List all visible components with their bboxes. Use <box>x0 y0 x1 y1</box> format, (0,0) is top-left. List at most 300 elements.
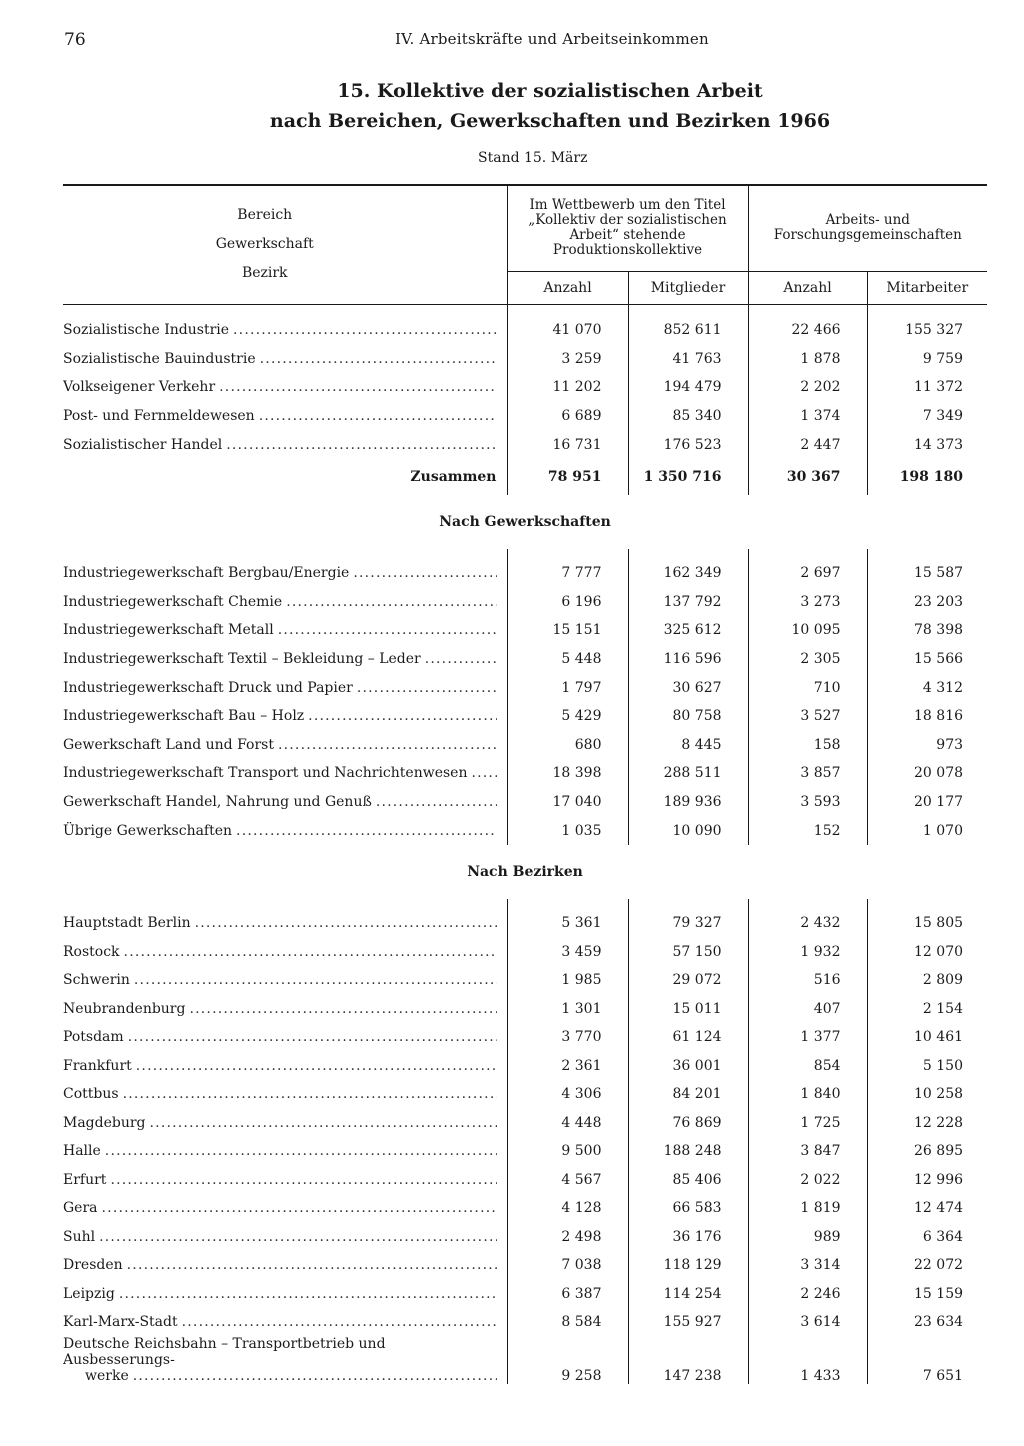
row-label-text: Potsdam <box>63 1029 124 1046</box>
row-label-line <box>63 737 497 753</box>
cell-anzahl: 4 306 <box>507 1080 628 1109</box>
row-label-text: Sozialistischer Handel <box>63 436 223 453</box>
row-label-line <box>63 1029 497 1045</box>
row-label-text: Schwerin <box>63 972 130 989</box>
row-label <box>63 645 507 674</box>
table-row <box>63 1222 987 1251</box>
row-label-text: Neubrandenburg <box>63 1000 186 1017</box>
row-label <box>63 1023 507 1052</box>
table-row <box>63 1279 987 1308</box>
cell-anzahl: 5 429 <box>507 702 628 731</box>
cell-anzahl-ag: 22 466 <box>748 316 867 345</box>
leader-dots <box>150 1115 497 1131</box>
cell-mitarbeiter: 18 816 <box>867 702 987 731</box>
row-label-text: Industriegewerkschaft Druck und Papier <box>63 679 353 696</box>
cell-mitglieder: 118 129 <box>628 1251 748 1280</box>
row-label <box>63 1222 507 1251</box>
cell-anzahl-ag: 3 857 <box>748 759 867 788</box>
cell-anzahl: 6 387 <box>507 1279 628 1308</box>
cell-anzahl: 1 985 <box>507 966 628 995</box>
table-row <box>63 1194 987 1223</box>
cell-mitarbeiter: 7 651 <box>867 1336 987 1384</box>
cell-mitarbeiter: 15 805 <box>867 909 987 938</box>
leader-dots <box>425 651 497 667</box>
stub-header-bereich: Bereich <box>237 207 293 224</box>
row-label <box>63 702 507 731</box>
row-label-text: Übrige Gewerkschaften <box>63 822 233 839</box>
spacer-cell <box>628 304 748 316</box>
cell-mitglieder: 162 349 <box>628 559 748 588</box>
cell-anzahl-ag: 1 840 <box>748 1080 867 1109</box>
leader-dots <box>124 944 497 960</box>
leader-dots <box>182 1314 497 1330</box>
row-label-text: Suhl <box>63 1228 96 1245</box>
cell-mitarbeiter: 4 312 <box>867 673 987 702</box>
col-header-mitarbeiter: Mitarbeiter <box>867 271 987 304</box>
cell-mitglieder: 80 758 <box>628 702 748 731</box>
cell-mitarbeiter: 12 228 <box>867 1108 987 1137</box>
cell-mitglieder: 30 627 <box>628 673 748 702</box>
leader-dots <box>105 1143 497 1159</box>
cell-anzahl-ag: 2 697 <box>748 559 867 588</box>
row-label <box>63 316 507 345</box>
cell-mitglieder: 176 523 <box>628 430 748 459</box>
row-label-text: Post- und Fernmeldewesen <box>63 408 255 425</box>
table-row <box>63 345 987 374</box>
row-label <box>63 373 507 402</box>
cell-anzahl: 9 258 <box>507 1336 628 1384</box>
row-label-line <box>63 794 497 810</box>
row-label-text: Sozialistische Bauindustrie <box>63 350 256 367</box>
cell-mitarbeiter: 6 364 <box>867 1222 987 1251</box>
table-row <box>63 1108 987 1137</box>
statistics-table <box>63 184 987 1384</box>
row-label-text: Magdeburg <box>63 1114 146 1131</box>
cell-anzahl: 11 202 <box>507 373 628 402</box>
leader-dots <box>123 1086 497 1102</box>
row-label <box>63 966 507 995</box>
row-label <box>63 1336 507 1384</box>
row-label <box>63 1137 507 1166</box>
cell-anzahl-ag: 158 <box>748 731 867 760</box>
cell-anzahl: 9 500 <box>507 1137 628 1166</box>
cell-mitglieder: 288 511 <box>628 759 748 788</box>
total-cell: 1 350 716 <box>628 459 748 495</box>
cell-mitglieder: 85 340 <box>628 402 748 431</box>
cell-mitarbeiter: 78 398 <box>867 616 987 645</box>
leader-dots <box>353 565 496 581</box>
leader-dots <box>110 1172 496 1188</box>
cell-anzahl: 1 035 <box>507 816 628 845</box>
total-row <box>63 459 987 495</box>
section-bezirke-heading: Nach Bezirken <box>467 863 583 880</box>
section-bezirke <box>63 845 987 899</box>
cell-anzahl: 3 459 <box>507 937 628 966</box>
row-label-line <box>63 651 497 667</box>
cell-mitglieder: 189 936 <box>628 788 748 817</box>
cell-anzahl: 3 770 <box>507 1023 628 1052</box>
spacer-cell <box>507 549 628 559</box>
table-row <box>63 588 987 617</box>
cell-mitglieder: 29 072 <box>628 966 748 995</box>
row-label <box>63 909 507 938</box>
table-row <box>63 909 987 938</box>
cell-anzahl: 16 731 <box>507 430 628 459</box>
reference-date: Stand 15. März <box>478 150 588 166</box>
cell-mitglieder: 36 001 <box>628 1051 748 1080</box>
row-label <box>63 345 507 374</box>
cell-mitglieder: 15 011 <box>628 994 748 1023</box>
section-gewerkschaften-heading: Nach Gewerkschaften <box>439 513 611 530</box>
leader-dots <box>233 322 496 338</box>
cell-anzahl: 15 151 <box>507 616 628 645</box>
table-row <box>63 1165 987 1194</box>
cell-mitglieder: 194 479 <box>628 373 748 402</box>
row-label-text: Dresden <box>63 1257 123 1274</box>
group-header-forschungsgemeinschaften-text: Arbeits- und Forschungsgemeinschaften <box>773 212 962 244</box>
cell-mitarbeiter: 973 <box>867 731 987 760</box>
leader-dots <box>119 1286 497 1302</box>
spacer-cell <box>628 899 748 909</box>
table-row <box>63 430 987 459</box>
row-label-line <box>63 1115 497 1131</box>
cell-anzahl: 4 448 <box>507 1108 628 1137</box>
page-number: 76 <box>64 30 86 50</box>
row-label-line <box>63 351 497 367</box>
cell-mitarbeiter: 7 349 <box>867 402 987 431</box>
row-label-line <box>63 823 497 839</box>
cell-anzahl: 1 797 <box>507 673 628 702</box>
row-label <box>63 1051 507 1080</box>
cell-anzahl: 17 040 <box>507 788 628 817</box>
row-label <box>63 1080 507 1109</box>
table-row <box>63 816 987 845</box>
row-label <box>63 616 507 645</box>
row-label <box>63 994 507 1023</box>
leader-dots <box>236 823 496 839</box>
group-header-produktionskollektive <box>507 185 748 271</box>
table-row <box>63 1051 987 1080</box>
row-label-line <box>63 1001 497 1017</box>
row-label-text: Halle <box>63 1143 101 1160</box>
total-cell: 198 180 <box>867 459 987 495</box>
row-label-line <box>63 1257 497 1273</box>
group-header-forschungsgemeinschaften <box>748 185 987 271</box>
cell-mitglieder: 325 612 <box>628 616 748 645</box>
cell-anzahl-ag: 3 273 <box>748 588 867 617</box>
leader-dots <box>286 594 496 610</box>
table-row-reichsbahn <box>63 1336 987 1384</box>
row-label <box>63 1279 507 1308</box>
row-label-text: Gewerkschaft Handel, Nahrung und Genuß <box>63 794 372 811</box>
row-label-text: Volkseigener Verkehr <box>63 379 216 396</box>
cell-mitglieder: 852 611 <box>628 316 748 345</box>
cell-anzahl-ag: 1 932 <box>748 937 867 966</box>
leader-dots <box>127 1257 497 1273</box>
row-label-text: Karl-Marx-Stadt <box>63 1314 178 1331</box>
row-label-line <box>63 379 497 395</box>
cell-anzahl: 6 196 <box>507 588 628 617</box>
leader-dots <box>136 1058 497 1074</box>
cell-anzahl-ag: 2 022 <box>748 1165 867 1194</box>
row-label-text: Gewerkschaft Land und Forst <box>63 736 274 753</box>
table-row <box>63 402 987 431</box>
spacer-cell <box>63 304 507 316</box>
stub-header-bezirk: Bezirk <box>241 265 288 282</box>
cell-anzahl-ag: 3 847 <box>748 1137 867 1166</box>
col-header-mitglieder: Mitglieder <box>628 271 748 304</box>
spacer-cell <box>63 549 507 559</box>
spacer-cell <box>867 899 987 909</box>
cell-mitarbeiter: 20 177 <box>867 788 987 817</box>
row-label-text: werke <box>85 1368 129 1385</box>
leader-dots <box>260 351 497 367</box>
cell-mitglieder: 137 792 <box>628 588 748 617</box>
row-label-line <box>63 1200 497 1216</box>
cell-mitglieder: 66 583 <box>628 1194 748 1223</box>
cell-anzahl: 8 584 <box>507 1308 628 1337</box>
cell-mitglieder: 57 150 <box>628 937 748 966</box>
table-row <box>63 1023 987 1052</box>
cell-anzahl-ag: 1 819 <box>748 1194 867 1223</box>
row-label-line <box>63 1086 497 1102</box>
leader-dots <box>376 794 497 810</box>
cell-mitarbeiter: 15 587 <box>867 559 987 588</box>
cell-mitarbeiter: 14 373 <box>867 430 987 459</box>
leader-dots <box>259 408 497 424</box>
table-title-line1: 15. Kollektive der sozialistischen Arbeit <box>337 80 763 102</box>
cell-anzahl: 3 259 <box>507 345 628 374</box>
cell-mitarbeiter: 26 895 <box>867 1137 987 1166</box>
cell-anzahl-ag: 3 593 <box>748 788 867 817</box>
cell-mitglieder: 84 201 <box>628 1080 748 1109</box>
cell-mitglieder: 61 124 <box>628 1023 748 1052</box>
cell-anzahl-ag: 2 202 <box>748 373 867 402</box>
row-label-text: Industriegewerkschaft Bergbau/Energie <box>63 565 350 582</box>
stub-header <box>63 185 507 304</box>
cell-mitarbeiter: 12 996 <box>867 1165 987 1194</box>
cell-anzahl-ag: 1 433 <box>748 1336 867 1384</box>
row-label-text: Industriegewerkschaft Transport und Nachrichtenwesen <box>63 765 468 782</box>
cell-anzahl-ag: 3 527 <box>748 702 867 731</box>
cell-anzahl-ag: 1 878 <box>748 345 867 374</box>
table-row <box>63 616 987 645</box>
spacer-cell <box>748 549 867 559</box>
table-row <box>63 1251 987 1280</box>
cell-anzahl-ag: 2 246 <box>748 1279 867 1308</box>
cell-mitarbeiter: 23 203 <box>867 588 987 617</box>
row-label-line <box>63 1172 497 1188</box>
cell-mitarbeiter: 5 150 <box>867 1051 987 1080</box>
cell-mitglieder: 188 248 <box>628 1137 748 1166</box>
leader-dots <box>471 765 496 781</box>
cell-mitglieder: 76 869 <box>628 1108 748 1137</box>
leader-dots <box>357 680 497 696</box>
row-label-text: Industriegewerkschaft Bau – Holz <box>63 708 305 725</box>
cell-mitglieder: 8 445 <box>628 731 748 760</box>
row-label-line <box>63 944 497 960</box>
row-label-line <box>63 1229 497 1245</box>
cell-anzahl-ag: 10 095 <box>748 616 867 645</box>
spacer-cell <box>748 304 867 316</box>
cell-mitglieder: 10 090 <box>628 816 748 845</box>
cell-anzahl-ag: 407 <box>748 994 867 1023</box>
row-label-text: Gera <box>63 1200 98 1217</box>
row-label-text: Industriegewerkschaft Textil – Bekleidung – Leder <box>63 651 421 668</box>
cell-anzahl: 18 398 <box>507 759 628 788</box>
cell-anzahl-ag: 1 374 <box>748 402 867 431</box>
leader-dots <box>134 972 497 988</box>
cell-mitarbeiter: 2 809 <box>867 966 987 995</box>
row-label-text: Sozialistische Industrie <box>63 322 230 339</box>
row-label <box>63 1108 507 1137</box>
leader-dots <box>195 915 497 931</box>
leader-dots <box>99 1229 496 1245</box>
total-cell: 78 951 <box>507 459 628 495</box>
section-gewerkschaften <box>63 495 987 549</box>
table-row <box>63 1137 987 1166</box>
row-label-line <box>63 565 497 581</box>
leader-dots <box>226 437 496 453</box>
cell-mitglieder: 79 327 <box>628 909 748 938</box>
row-label <box>63 816 507 845</box>
table-row <box>63 316 987 345</box>
row-label-text: Rostock <box>63 943 120 960</box>
spacer-top <box>63 304 987 316</box>
row-label-line <box>63 594 497 610</box>
table-row <box>63 702 987 731</box>
cell-mitarbeiter: 15 566 <box>867 645 987 674</box>
cell-mitglieder: 41 763 <box>628 345 748 374</box>
row-label-line <box>63 1058 497 1074</box>
table-row <box>63 559 987 588</box>
cell-anzahl-ag: 1 377 <box>748 1023 867 1052</box>
cell-anzahl: 4 128 <box>507 1194 628 1223</box>
table-row <box>63 1308 987 1337</box>
leader-dots <box>133 1368 497 1384</box>
cell-mitarbeiter: 10 461 <box>867 1023 987 1052</box>
spacer-row <box>63 549 987 559</box>
cell-anzahl-ag: 2 305 <box>748 645 867 674</box>
table-row <box>63 759 987 788</box>
cell-anzahl-ag: 854 <box>748 1051 867 1080</box>
row-label-line <box>63 1286 497 1302</box>
cell-mitglieder: 36 176 <box>628 1222 748 1251</box>
leader-dots <box>128 1029 497 1045</box>
cell-mitarbeiter: 15 159 <box>867 1279 987 1308</box>
row-label <box>63 1165 507 1194</box>
row-label <box>63 937 507 966</box>
cell-anzahl-ag: 989 <box>748 1222 867 1251</box>
cell-mitarbeiter: 11 372 <box>867 373 987 402</box>
row-label-line <box>63 322 497 338</box>
spacer-cell <box>867 549 987 559</box>
leader-dots <box>278 622 497 638</box>
cell-mitarbeiter: 12 474 <box>867 1194 987 1223</box>
row-label-text: Hauptstadt Berlin <box>63 915 191 932</box>
table-row <box>63 937 987 966</box>
leader-dots <box>102 1200 497 1216</box>
table-row <box>63 373 987 402</box>
row-label-text: Leipzig <box>63 1285 115 1302</box>
row-label-line <box>63 1143 497 1159</box>
row-label <box>63 430 507 459</box>
spacer-cell <box>748 899 867 909</box>
leader-dots <box>189 1001 496 1017</box>
cell-anzahl: 680 <box>507 731 628 760</box>
row-label-line <box>63 680 497 696</box>
cell-mitglieder: 116 596 <box>628 645 748 674</box>
row-label <box>63 559 507 588</box>
cell-mitarbeiter: 2 154 <box>867 994 987 1023</box>
row-label-line <box>63 622 497 638</box>
cell-anzahl: 7 038 <box>507 1251 628 1280</box>
running-title: IV. Arbeitskräfte und Arbeitseinkommen <box>395 30 709 48</box>
cell-anzahl-ag: 3 614 <box>748 1308 867 1337</box>
leader-dots <box>308 708 496 724</box>
cell-mitarbeiter: 20 078 <box>867 759 987 788</box>
cell-mitarbeiter: 155 327 <box>867 316 987 345</box>
spacer-row <box>63 899 987 909</box>
cell-mitglieder: 85 406 <box>628 1165 748 1194</box>
cell-mitarbeiter: 9 759 <box>867 345 987 374</box>
cell-anzahl-ag: 3 314 <box>748 1251 867 1280</box>
cell-anzahl: 2 361 <box>507 1051 628 1080</box>
cell-mitglieder: 114 254 <box>628 1279 748 1308</box>
cell-anzahl: 41 070 <box>507 316 628 345</box>
spacer-cell <box>507 304 628 316</box>
spacer-cell <box>628 549 748 559</box>
row-label <box>63 1251 507 1280</box>
row-label <box>63 402 507 431</box>
cell-anzahl: 6 689 <box>507 402 628 431</box>
cell-mitarbeiter: 22 072 <box>867 1251 987 1280</box>
cell-anzahl: 4 567 <box>507 1165 628 1194</box>
row-label-text: Industriegewerkschaft Metall <box>63 622 274 639</box>
row-label <box>63 759 507 788</box>
group-header-produktionskollektive-text: Im Wettbewerb um den Titel „Kollektiv der sozialistischen Arbeit“ stehende Produktionskollektive <box>528 197 727 259</box>
leader-dots <box>219 379 496 395</box>
spacer-cell <box>867 304 987 316</box>
col-header-anzahl-1: Anzahl <box>507 271 628 304</box>
total-cell: 30 367 <box>748 459 867 495</box>
leader-dots <box>278 737 497 753</box>
row-label-line <box>63 708 497 724</box>
table-row <box>63 994 987 1023</box>
row-label <box>63 1308 507 1337</box>
cell-mitarbeiter: 10 258 <box>867 1080 987 1109</box>
cell-anzahl-ag: 516 <box>748 966 867 995</box>
cell-anzahl: 2 498 <box>507 1222 628 1251</box>
row-label-text: Erfurt <box>63 1171 107 1188</box>
cell-mitglieder: 155 927 <box>628 1308 748 1337</box>
cell-anzahl-ag: 1 725 <box>748 1108 867 1137</box>
cell-anzahl-ag: 152 <box>748 816 867 845</box>
row-label-line <box>63 1314 497 1330</box>
row-label-text: Industriegewerkschaft Chemie <box>63 593 283 610</box>
row-label <box>63 1194 507 1223</box>
table-row <box>63 645 987 674</box>
row-label-line2 <box>63 1368 497 1384</box>
row-label-line <box>63 765 497 781</box>
cell-mitarbeiter: 12 070 <box>867 937 987 966</box>
cell-mitarbeiter: 1 070 <box>867 816 987 845</box>
row-label <box>63 731 507 760</box>
row-label-line <box>63 408 497 424</box>
row-label-line1: Deutsche Reichsbahn – Transportbetrieb und Ausbesserungs- <box>63 1336 386 1369</box>
cell-mitarbeiter: 23 634 <box>867 1308 987 1337</box>
spacer-cell <box>507 899 628 909</box>
